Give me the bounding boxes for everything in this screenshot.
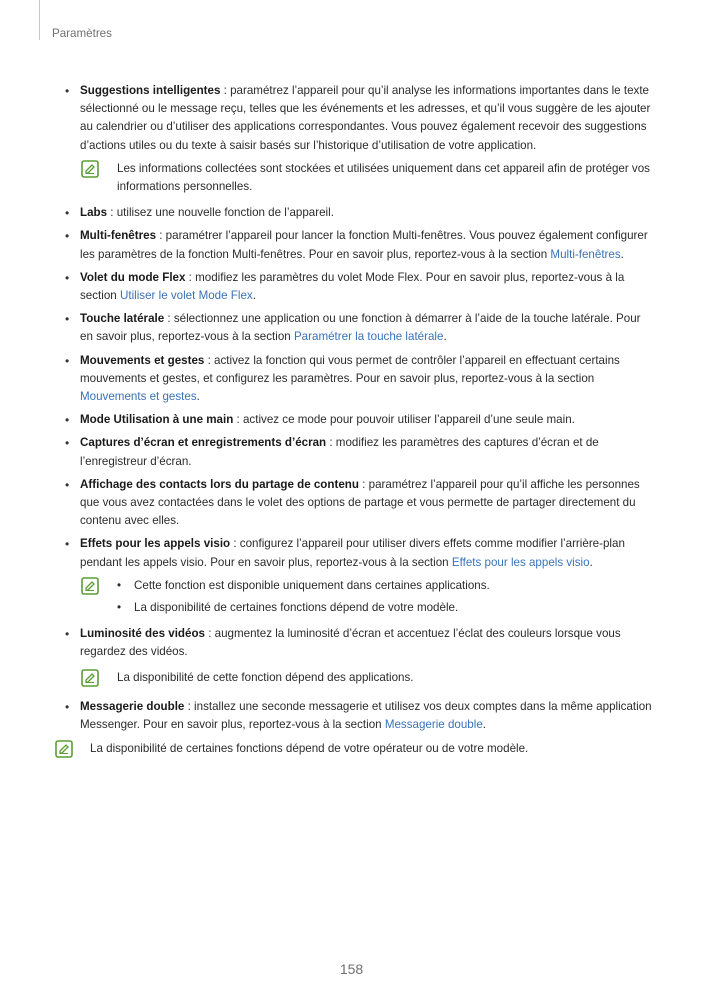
note-pencil-icon [81, 160, 99, 178]
page-content [0, 82, 703, 767]
note-text: La disponibilité de certaines fonctions dépend de votre modèle. [134, 601, 459, 615]
bullet-icon: • [117, 601, 122, 615]
list-item-captures [65, 434, 652, 470]
item-text: : modifiez les paramètres du volet Mode Flex. Pour en savoir plus, reportez-vous à la section [80, 270, 625, 303]
list-item-suggestions [65, 82, 652, 155]
item-punctuation: . [589, 555, 593, 569]
item-term: Luminosité des vidéos [80, 627, 205, 641]
page-header: Paramètres [52, 27, 112, 40]
note-final [90, 740, 650, 758]
item-text: : activez ce mode pour pouvoir utiliser l’appareil d’une seule main. [233, 413, 575, 427]
item-term: Captures d’écran et enregistrements d’écran [80, 436, 327, 450]
bullet-icon: • [65, 537, 70, 552]
item-text: : modifiez les paramètres des captures d’écran et de l’enregistreur d’écran. [80, 436, 599, 468]
list-item-une-main [65, 411, 652, 429]
list-item-multi-fenetres [65, 227, 652, 263]
item-term: Suggestions intelligentes [80, 84, 221, 97]
item-punctuation: . [196, 390, 200, 404]
list-item-mouvements [65, 352, 652, 407]
note-pencil-icon [81, 577, 99, 595]
note-text: La disponibilité de certaines fonctions dépend de votre opérateur ou de votre modèle. [90, 742, 529, 756]
list-item-labs [65, 204, 652, 222]
note-text: La disponibilité de cette fonction dépend des applications. [117, 670, 414, 684]
bullet-icon: • [65, 353, 70, 368]
link-messagerie-double[interactable]: Messagerie double [384, 718, 483, 732]
note-pencil-icon [81, 669, 99, 687]
note-text: Les informations collectées sont stockées et utilisées uniquement dans cet appareil afin de protéger vos informations personnelles. [117, 161, 650, 194]
item-punctuation: . [252, 289, 256, 303]
bullet-icon: • [65, 206, 70, 221]
list-item-luminosite [65, 625, 652, 661]
item-text: : augmentez la luminosité d’écran et accentuez l’éclat des couleurs lorsque vous regardez des vidéos. [80, 627, 621, 659]
item-term: Volet du mode Flex [80, 270, 186, 284]
bullet-icon: • [65, 229, 70, 244]
bullet-icon: • [65, 627, 70, 642]
item-term: Effets pour les appels visio [80, 537, 231, 551]
bullet-icon: • [65, 413, 70, 428]
list-item-volet-flex [65, 269, 652, 305]
link-effets-visio[interactable]: Effets pour les appels visio [451, 555, 590, 569]
item-text: : utilisez une nouvelle fonction de l’appareil. [107, 206, 334, 220]
item-text: : activez la fonction qui vous permet de contrôler l’appareil en effectuant certains mouvements et gestes, et configurez les paramètres. Pour en savoir plus, reportez-vous à la section [80, 353, 620, 385]
bullet-icon: • [65, 436, 70, 451]
note-pencil-icon [55, 740, 73, 758]
note-luminosite [117, 669, 652, 687]
item-term: Multi-fenêtres [80, 229, 157, 243]
list-item-touche-laterale [65, 310, 652, 346]
link-volet-flex[interactable]: Utiliser le volet Mode Flex [119, 289, 253, 303]
link-mouvements[interactable]: Mouvements et gestes [80, 390, 197, 404]
page-number: 158 [339, 961, 364, 977]
item-term: Touche latérale [80, 312, 165, 326]
item-punctuation: . [620, 247, 624, 261]
list-item-effets-visio [65, 535, 652, 571]
item-text: : installez une seconde messagerie et utilisez vos deux comptes dans la même application Messenger. Pour en savoir plus, reportez-vous à la section [80, 699, 652, 732]
bullet-icon: • [117, 578, 122, 592]
item-punctuation: . [482, 718, 487, 732]
item-term: Messagerie double [80, 699, 185, 713]
bullet-icon: • [65, 312, 70, 327]
note-subitem [117, 577, 652, 595]
bullet-icon: • [65, 699, 70, 714]
note-effets [117, 577, 652, 617]
item-text: : sélectionnez une application ou une fonction à démarrer à l’aide de la touche latérale. Pour en savoir plus, reportez-vous à la section [80, 312, 641, 344]
bullet-icon: • [65, 84, 70, 98]
item-text: : paramétrer l’appareil pour lancer la fonction Multi-fenêtres. Vous pouvez également configurer les paramètres de la fonction Multi-fenêtres. Pour en savoir plus, reportez-vous à la section [80, 229, 648, 261]
item-punctuation: . [443, 330, 447, 344]
bullet-icon: • [65, 477, 70, 492]
item-term: Mouvements et gestes [80, 353, 205, 367]
list-item-contacts-partage [65, 476, 652, 531]
link-multi-fenetres[interactable]: Multi-fenêtres [550, 247, 621, 261]
note-text: Cette fonction est disponible uniquement dans certaines applications. [134, 578, 490, 592]
note-subitem [117, 599, 652, 617]
header-divider [39, 0, 40, 40]
link-touche-laterale[interactable]: Paramétrer la touche latérale [293, 330, 444, 344]
note-suggestions [117, 160, 652, 196]
item-term: Mode Utilisation à une main [80, 413, 234, 427]
bullet-icon: • [65, 270, 70, 285]
list-item-messagerie-double [65, 698, 652, 734]
item-text: : configurez l’appareil pour utiliser divers effets comme modifier l’arrière-plan pendant les appels visio. Pour en savoir plus, reportez-vous à la section [80, 537, 625, 569]
item-term: Affichage des contacts lors du partage de contenu [80, 477, 359, 491]
item-term: Labs [80, 206, 108, 220]
item-text: : paramétrez l’appareil pour qu’il affiche les personnes que vous avez contactées dans le volet des options de partage et vous permette de partager directement du contenu avec elles. [80, 477, 640, 528]
item-text: : paramétrez l’appareil pour qu’il analyse les informations importantes dans le texte sélectionné ou le message reçu, telles que les événements et les adresses, et qu’il vous suggère de les ajouter au calendrier ou d’utiliser des applications correspondantes. Vous pouvez également recevoir des suggestions d’actions utiles ou du texte à saisir basés sur l’historique d’utilisation de votre application. [80, 84, 651, 152]
